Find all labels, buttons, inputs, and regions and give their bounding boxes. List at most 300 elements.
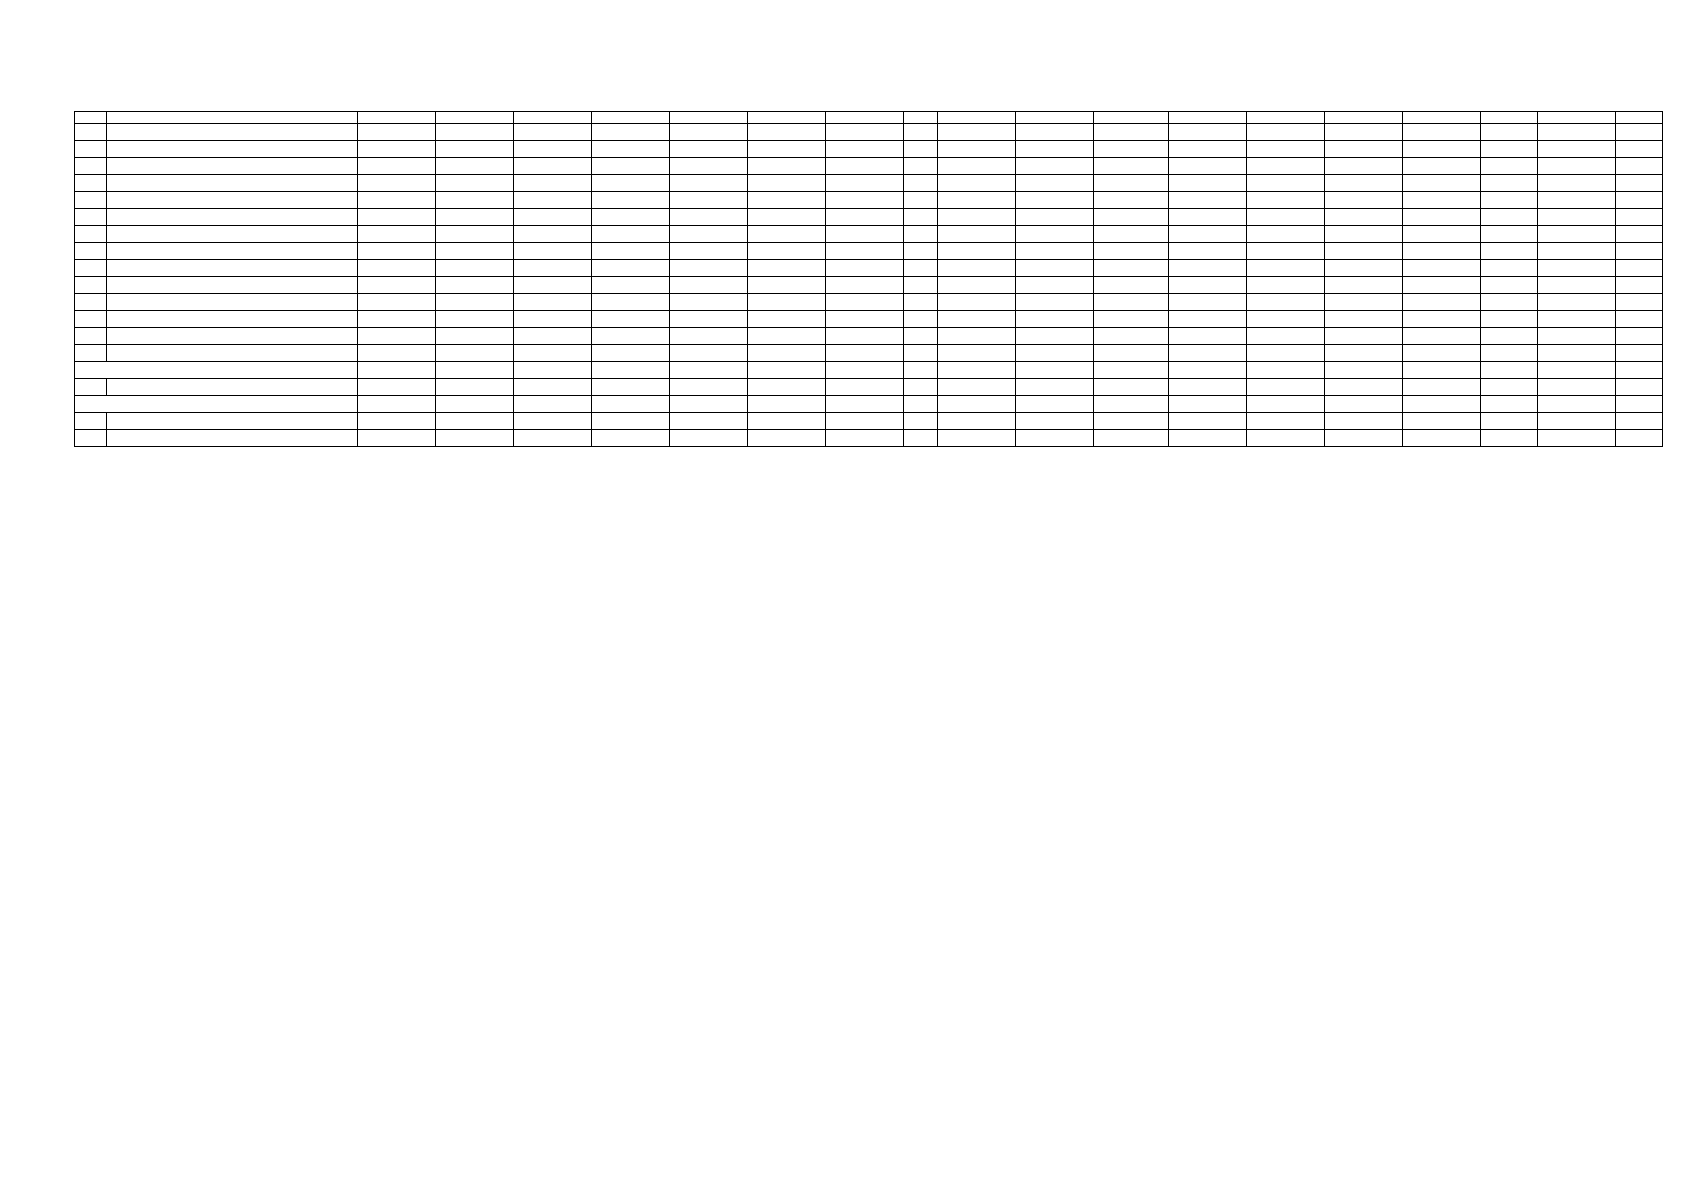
row-number: [75, 413, 107, 430]
table-cell: [826, 294, 904, 311]
table-cell: [1403, 260, 1481, 277]
table-cell: [358, 294, 436, 311]
table-cell: [670, 345, 748, 362]
table-cell: [1325, 430, 1403, 447]
table-cell: [1247, 362, 1325, 379]
table-cell: [1403, 192, 1481, 209]
table-cell: [1094, 430, 1169, 447]
table-cell: [826, 396, 904, 413]
table-cell: [826, 277, 904, 294]
table-cell: [670, 141, 748, 158]
table-cell: [904, 430, 938, 447]
table-cell: [1094, 209, 1169, 226]
table-cell: [1247, 175, 1325, 192]
column-header: [1016, 112, 1094, 124]
table-cell: [748, 294, 826, 311]
table-cell: [1016, 345, 1094, 362]
row-number: [75, 124, 107, 141]
table-cell: [904, 379, 938, 396]
table-cell: [826, 243, 904, 260]
table-cell: [1247, 124, 1325, 141]
table-cell: [1537, 379, 1615, 396]
table-cell: [1481, 124, 1537, 141]
column-header: [938, 112, 1016, 124]
table-cell: [904, 226, 938, 243]
table-cell: [514, 328, 592, 345]
table-cell: [1615, 243, 1662, 260]
table-cell: [670, 175, 748, 192]
table-cell: [358, 192, 436, 209]
table-cell: [1169, 396, 1247, 413]
table-cell: [1325, 226, 1403, 243]
table-cell: [1481, 141, 1537, 158]
table-cell: [1615, 260, 1662, 277]
table-cell: [514, 379, 592, 396]
row-address: [106, 192, 357, 209]
data-table: [74, 111, 1663, 447]
table-cell: [436, 243, 514, 260]
table-cell: [670, 379, 748, 396]
table-cell: [904, 277, 938, 294]
table-cell: [1325, 379, 1403, 396]
table-cell: [1094, 328, 1169, 345]
row-address: [106, 430, 357, 447]
table-cell: [514, 175, 592, 192]
table-cell: [592, 396, 670, 413]
row-address: [106, 209, 357, 226]
table-cell: [748, 345, 826, 362]
table-cell: [1094, 124, 1169, 141]
table-cell: [358, 124, 436, 141]
table-cell: [1615, 328, 1662, 345]
table-cell: [1403, 328, 1481, 345]
table-cell: [1403, 158, 1481, 175]
table-cell: [1325, 311, 1403, 328]
table-cell: [1537, 260, 1615, 277]
table-cell: [1247, 141, 1325, 158]
table-cell: [1481, 192, 1537, 209]
table-cell: [592, 175, 670, 192]
table-cell: [1247, 192, 1325, 209]
table-cell: [1325, 209, 1403, 226]
table-cell: [358, 226, 436, 243]
table-row: [75, 260, 1663, 277]
table-cell: [1169, 277, 1247, 294]
table-cell: [1016, 328, 1094, 345]
table-cell: [1403, 277, 1481, 294]
table-cell: [1169, 311, 1247, 328]
row-number: [75, 277, 107, 294]
table-cell: [1016, 141, 1094, 158]
row-address: [106, 175, 357, 192]
column-header: [1325, 112, 1403, 124]
subtotal-label: [75, 396, 358, 413]
table-cell: [670, 226, 748, 243]
table-cell: [1247, 243, 1325, 260]
table-cell: [358, 413, 436, 430]
row-address: [106, 260, 357, 277]
table-cell: [1403, 345, 1481, 362]
table-cell: [938, 158, 1016, 175]
table-cell: [1247, 328, 1325, 345]
table-cell: [904, 260, 938, 277]
table-cell: [1615, 226, 1662, 243]
table-cell: [1481, 175, 1537, 192]
table-cell: [826, 430, 904, 447]
table-cell: [670, 311, 748, 328]
table-cell: [1169, 345, 1247, 362]
table-cell: [1169, 124, 1247, 141]
table-cell: [1169, 328, 1247, 345]
row-address: [106, 226, 357, 243]
table-cell: [358, 362, 436, 379]
table-cell: [1481, 260, 1537, 277]
table-cell: [670, 396, 748, 413]
table-cell: [1481, 209, 1537, 226]
table-cell: [1016, 379, 1094, 396]
table-cell: [904, 345, 938, 362]
table-cell: [938, 124, 1016, 141]
table-cell: [1169, 260, 1247, 277]
table-cell: [826, 311, 904, 328]
table-cell: [826, 379, 904, 396]
table-cell: [358, 379, 436, 396]
table-cell: [1325, 158, 1403, 175]
table-cell: [1247, 311, 1325, 328]
table-cell: [436, 260, 514, 277]
row-address: [106, 277, 357, 294]
table-cell: [1615, 379, 1662, 396]
table-cell: [826, 226, 904, 243]
table-cell: [1247, 379, 1325, 396]
table-cell: [592, 124, 670, 141]
table-body: [75, 124, 1663, 447]
table-cell: [436, 362, 514, 379]
table-cell: [1325, 328, 1403, 345]
table-cell: [436, 158, 514, 175]
table-cell: [358, 260, 436, 277]
row-number: [75, 141, 107, 158]
table-cell: [1615, 175, 1662, 192]
table-cell: [1403, 141, 1481, 158]
row-address: [106, 311, 357, 328]
table-cell: [1016, 158, 1094, 175]
row-address: [106, 141, 357, 158]
table-cell: [1403, 175, 1481, 192]
table-cell: [1481, 362, 1537, 379]
table-cell: [670, 209, 748, 226]
table-cell: [904, 294, 938, 311]
table-cell: [670, 413, 748, 430]
table-cell: [592, 277, 670, 294]
table-row: [75, 209, 1663, 226]
table-cell: [1403, 396, 1481, 413]
table-cell: [1247, 396, 1325, 413]
table-cell: [1016, 209, 1094, 226]
table-cell: [436, 226, 514, 243]
table-cell: [938, 345, 1016, 362]
row-number: [75, 260, 107, 277]
column-header: [592, 112, 670, 124]
table-cell: [514, 345, 592, 362]
table-cell: [592, 158, 670, 175]
row-number: [75, 345, 107, 362]
table-cell: [1537, 345, 1615, 362]
table-cell: [748, 192, 826, 209]
table-cell: [748, 328, 826, 345]
table-cell: [1325, 396, 1403, 413]
table-cell: [938, 396, 1016, 413]
table-cell: [1247, 158, 1325, 175]
table-cell: [670, 277, 748, 294]
table-cell: [1403, 294, 1481, 311]
table-cell: [938, 141, 1016, 158]
table-cell: [1247, 430, 1325, 447]
table-cell: [592, 413, 670, 430]
table-cell: [938, 413, 1016, 430]
table-cell: [514, 158, 592, 175]
table-cell: [938, 209, 1016, 226]
table-cell: [436, 192, 514, 209]
table-cell: [358, 311, 436, 328]
column-header: [1247, 112, 1325, 124]
table-cell: [904, 158, 938, 175]
table-cell: [1325, 175, 1403, 192]
table-cell: [1169, 175, 1247, 192]
table-cell: [358, 243, 436, 260]
table-cell: [436, 124, 514, 141]
table-cell: [748, 158, 826, 175]
table-cell: [1016, 294, 1094, 311]
table-cell: [436, 413, 514, 430]
table-cell: [358, 345, 436, 362]
table-cell: [1169, 243, 1247, 260]
table-cell: [748, 396, 826, 413]
table-cell: [826, 158, 904, 175]
table-cell: [1537, 175, 1615, 192]
row-address: [106, 158, 357, 175]
table-cell: [670, 124, 748, 141]
table-cell: [1481, 243, 1537, 260]
table-cell: [1325, 362, 1403, 379]
table-cell: [1615, 124, 1662, 141]
table-cell: [670, 362, 748, 379]
table-cell: [1615, 430, 1662, 447]
table-cell: [904, 192, 938, 209]
table-cell: [1537, 430, 1615, 447]
table-cell: [592, 209, 670, 226]
table-cell: [904, 362, 938, 379]
table-cell: [1094, 311, 1169, 328]
table-row: [75, 311, 1663, 328]
table-cell: [358, 175, 436, 192]
table-cell: [1481, 379, 1537, 396]
table-cell: [1247, 277, 1325, 294]
table-cell: [904, 311, 938, 328]
table-cell: [904, 141, 938, 158]
table-cell: [1537, 311, 1615, 328]
table-cell: [1247, 260, 1325, 277]
row-number: [75, 311, 107, 328]
table-cell: [1016, 124, 1094, 141]
table-cell: [826, 413, 904, 430]
table-cell: [826, 192, 904, 209]
table-cell: [1094, 362, 1169, 379]
table-cell: [1615, 396, 1662, 413]
table-cell: [938, 328, 1016, 345]
table-cell: [514, 243, 592, 260]
table-cell: [1169, 413, 1247, 430]
table-cell: [1481, 413, 1537, 430]
table-cell: [358, 277, 436, 294]
table-cell: [1016, 277, 1094, 294]
table-cell: [436, 294, 514, 311]
column-header: [436, 112, 514, 124]
table-cell: [1537, 277, 1615, 294]
table-cell: [514, 192, 592, 209]
table-cell: [436, 209, 514, 226]
table-cell: [1247, 294, 1325, 311]
table-cell: [1481, 277, 1537, 294]
table-cell: [1169, 379, 1247, 396]
table-cell: [1615, 277, 1662, 294]
table-row: [75, 192, 1663, 209]
column-header: [1169, 112, 1247, 124]
table-row: [75, 345, 1663, 362]
table-cell: [1016, 413, 1094, 430]
table-row: [75, 124, 1663, 141]
table-cell: [1537, 192, 1615, 209]
row-address: [106, 124, 357, 141]
table-cell: [938, 243, 1016, 260]
table-cell: [1325, 243, 1403, 260]
table-cell: [938, 277, 1016, 294]
table-cell: [1615, 141, 1662, 158]
row-number: [75, 294, 107, 311]
table-cell: [938, 311, 1016, 328]
table-cell: [1615, 209, 1662, 226]
table-cell: [938, 430, 1016, 447]
table-cell: [592, 141, 670, 158]
table-cell: [592, 328, 670, 345]
subtotal-row: [75, 396, 1663, 413]
table-cell: [1094, 277, 1169, 294]
table-cell: [1016, 175, 1094, 192]
table-cell: [1169, 226, 1247, 243]
column-header: [670, 112, 748, 124]
table-cell: [938, 226, 1016, 243]
table-cell: [1169, 141, 1247, 158]
table-cell: [592, 362, 670, 379]
table-cell: [1094, 260, 1169, 277]
table-cell: [436, 175, 514, 192]
table-cell: [1325, 260, 1403, 277]
table-cell: [826, 328, 904, 345]
table-cell: [1016, 362, 1094, 379]
table-cell: [904, 396, 938, 413]
table-cell: [592, 226, 670, 243]
table-cell: [1403, 311, 1481, 328]
table-cell: [358, 209, 436, 226]
table-cell: [1325, 413, 1403, 430]
table-cell: [748, 175, 826, 192]
table-cell: [670, 294, 748, 311]
table-cell: [436, 379, 514, 396]
table-cell: [1325, 277, 1403, 294]
table-row: [75, 175, 1663, 192]
table-cell: [1247, 209, 1325, 226]
table-cell: [1094, 175, 1169, 192]
table-cell: [1537, 141, 1615, 158]
table-cell: [436, 328, 514, 345]
table-cell: [904, 209, 938, 226]
table-cell: [1537, 243, 1615, 260]
table-cell: [1537, 158, 1615, 175]
table-cell: [1403, 379, 1481, 396]
table-cell: [1169, 362, 1247, 379]
table-cell: [1481, 226, 1537, 243]
table-cell: [1094, 413, 1169, 430]
table-cell: [592, 379, 670, 396]
table-cell: [1325, 345, 1403, 362]
table-cell: [1094, 379, 1169, 396]
table-cell: [1094, 141, 1169, 158]
table-cell: [1537, 396, 1615, 413]
row-number: [75, 158, 107, 175]
row-address: [106, 294, 357, 311]
table-cell: [514, 396, 592, 413]
table-cell: [1537, 362, 1615, 379]
table-cell: [748, 362, 826, 379]
table-cell: [1169, 294, 1247, 311]
row-address: [106, 345, 357, 362]
table-row: [75, 430, 1663, 447]
table-cell: [1094, 158, 1169, 175]
table-cell: [514, 294, 592, 311]
row-number: [75, 328, 107, 345]
row-number: [75, 192, 107, 209]
table-cell: [670, 328, 748, 345]
table-cell: [1615, 294, 1662, 311]
table-cell: [826, 175, 904, 192]
table-cell: [1615, 413, 1662, 430]
column-header: [904, 112, 938, 124]
table-cell: [1537, 294, 1615, 311]
table-cell: [1016, 260, 1094, 277]
table-cell: [1537, 226, 1615, 243]
table-cell: [748, 141, 826, 158]
table-cell: [938, 294, 1016, 311]
row-number: [75, 243, 107, 260]
table-cell: [904, 175, 938, 192]
table-cell: [514, 124, 592, 141]
table-cell: [1403, 243, 1481, 260]
table-cell: [436, 311, 514, 328]
table-cell: [748, 226, 826, 243]
table-cell: [826, 124, 904, 141]
table-cell: [748, 124, 826, 141]
table-cell: [1481, 158, 1537, 175]
table-cell: [904, 413, 938, 430]
column-header: [748, 112, 826, 124]
table-cell: [748, 243, 826, 260]
table-cell: [1094, 345, 1169, 362]
table-cell: [358, 328, 436, 345]
table-cell: [826, 362, 904, 379]
table-cell: [592, 260, 670, 277]
table-cell: [670, 260, 748, 277]
table-cell: [826, 345, 904, 362]
